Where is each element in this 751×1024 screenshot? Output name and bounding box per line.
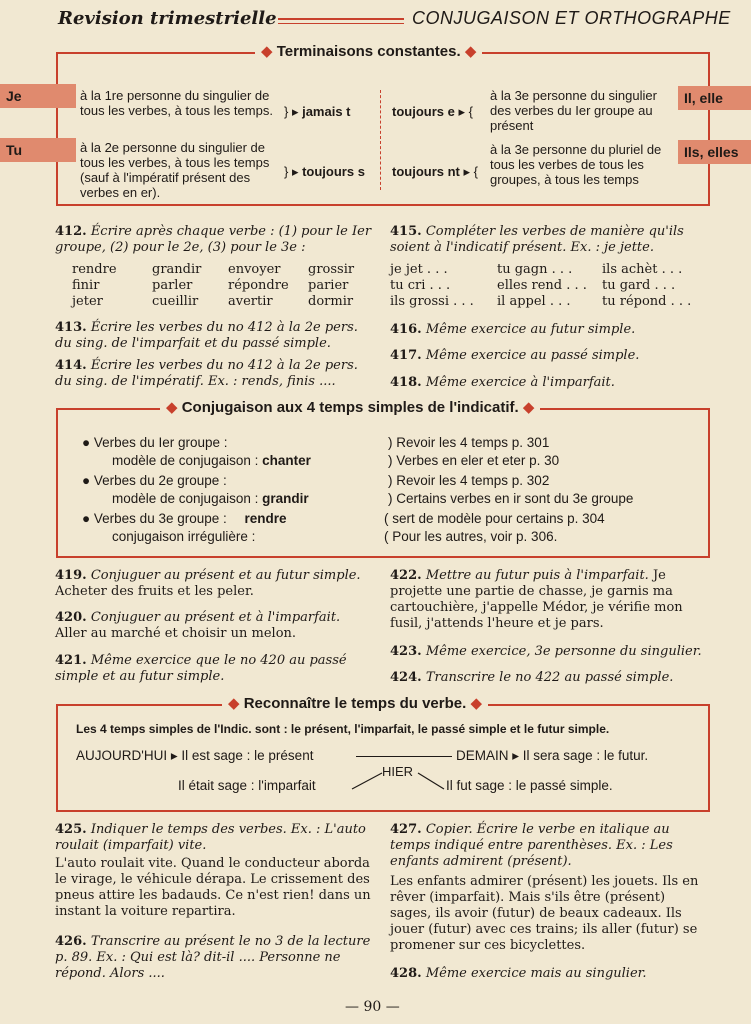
il-rule-text: à la 3e personne du singulier des verbes du Ier groupe au présent [490,88,657,133]
tab-je: Je [0,84,76,108]
exercise-412-words: rendre grandir envoyer grossir finir parler répondre parier jeter cueillir avertir dormir [72,262,355,309]
exercise-421: 421. Même exercice que le no 420 au passé simple et au futur simple. [55,653,347,684]
exercise-424: 424. Transcrire le no 422 au passé simple. [390,670,674,685]
group2-note-1: ) Revoir les 4 temps p. 302 [388,473,550,488]
tu-rule-text: à la 2e personne du singulier de tous les verbes, à tous les temps (sauf à l'impératif présent des verbes en er). [80,140,270,200]
page-number: — 90 — [345,999,400,1015]
tomorrow-sentence: DEMAIN ▸ Il sera sage : le futur. [456,748,649,763]
exercise-415: 415. Compléter les verbes de manière qu'ils soient à l'indicatif présent. Ex. : je jette. [390,224,684,255]
ils-rule-text: à la 3e personne du pluriel de tous les verbes de tous les groupes, à tous les temps [490,142,662,187]
terminaisons-separator [380,90,381,190]
terminaisons-title: ◆ Terminaisons constantes. ◆ [255,42,482,60]
exercise-428: 428. Même exercice mais au singulier. [390,966,647,981]
yesterday-label: HIER [382,764,414,779]
group2-model-label: modèle de conjugaison : grandir [112,491,309,506]
passe-sentence: Il fut sage : le passé simple. [446,778,613,793]
yesterday-branches [348,770,448,792]
group3-label: ● Verbes du 3e groupe : rendre [82,511,287,526]
conjugaison-title: ◆ Conjugaison aux 4 temps simples de l'indicatif. ◆ [160,398,540,416]
group2-note-2: ) Certains verbes en ir sont du 3e groupe [388,491,634,506]
exercise-425: 425. Indiquer le temps des verbes. Ex. : L'auto roulait (imparfait) vite. [55,822,366,853]
exercise-420: 420. Conjuguer au présent et à l'imparfait. Aller au marché et choisir un melon. [55,610,341,641]
tab-il-elle: Il, elle [678,86,751,110]
header-left-title: Revision trimestrielle [58,8,277,29]
tu-rule-result: } ▸ toujours s [284,164,365,179]
tab-tu: Tu [0,138,76,162]
header-rule [278,18,404,24]
temps-title: ◆ Reconnaître le temps du verbe. ◆ [222,694,488,712]
exercise-418: 418. Même exercice à l'imparfait. [390,375,615,390]
ils-rule-lead: toujours nt ▸ { [392,164,478,179]
group1-note-1: ) Revoir les 4 temps p. 301 [388,435,550,450]
group3-model-label: conjugaison irrégulière : [112,529,256,544]
il-rule-lead: toujours e ▸ { [392,104,473,119]
group1-label: ● Verbes du Ier groupe : [82,435,228,450]
exercise-423: 423. Même exercice, 3e personne du singulier. [390,644,702,659]
group3-note-1: ( sert de modèle pour certains p. 304 [384,511,605,526]
exercise-412: 412. Écrire après chaque verbe : (1) pour le Ier groupe, (2) pour le 2e, (3) pour le 3e : [55,224,372,255]
je-rule-text: à la 1re personne du singulier de tous les verbes, à tous les temps. [80,88,273,118]
temps-intro: Les 4 temps simples de l'Indic. sont : le présent, l'imparfait, le passé simple et le futur simple. [76,722,610,736]
group2-label: ● Verbes du 2e groupe : [82,473,227,488]
exercise-413: 413. Écrire les verbes du no 412 à la 2e pers. du sing. de l'imparfait et du passé simple. [55,320,358,351]
tab-ils-elles: Ils, elles [678,140,751,164]
today-sentence: AUJOURD'HUI ▸ Il est sage : le présent [76,748,314,763]
imparfait-sentence: Il était sage : l'imparfait [178,778,316,793]
exercise-426: 426. Transcrire au présent le no 3 de la lecture p. 89. Ex. : Qui est là? dit-il .... Personne ne répond. Alors .... [55,934,371,981]
exercise-419: 419. Conjuguer au présent et au futur simple. Acheter des fruits et les peler. [55,568,361,599]
group1-note-2: ) Verbes en eler et eter p. 30 [388,453,560,468]
exercise-414: 414. Écrire les verbes du no 412 à la 2e pers. du sing. de l'impératif. Ex. : rends, finis .... [55,358,358,389]
exercise-422: 422. Mettre au futur puis à l'imparfait. Je projette une partie de chasse, je garnis ma cartouchière, j'appelle Médor, je vérifie mon fusil, j'attends l'heure et je pars. [390,568,683,631]
exercise-416: 416. Même exercice au futur simple. [390,322,636,337]
exercise-415-words: je jet . . . tu gagn . . . ils achèt . . . tu cri . . . elles rend . . . tu gard . . . ils grossi . . . il appel . . . tu répond . . . [390,262,692,309]
exercise-427-text: Les enfants admirer (présent) les jouets. Ils en rêver (imparfait). Mais s'ils être (présent) sages, ils avoir (futur) de beaux cadeaux. Ils jouer (futur) avec ces trains; ils aller (futur) se promener sur ces bicyclettes. [390,874,699,953]
group1-model-label: modèle de conjugaison : chanter [112,453,311,468]
exercise-425-text: L'auto roulait vite. Quand le conducteur aborda le virage, le véhicule dérapa. Le crissement des pneus attire les badauds. Ce n'est rien! dans un instant la voiture repartira. [55,856,371,919]
header-right-title: CONJUGAISON ET ORTHOGRAPHE [412,8,731,28]
je-rule-result: } ▸ jamais t [284,104,351,119]
exercise-417: 417. Même exercice au passé simple. [390,348,640,363]
group3-note-2: ( Pour les autres, voir p. 306. [384,529,558,544]
timeline-line [356,756,452,757]
exercise-427: 427. Copier. Écrire le verbe en italique au temps indiqué entre parenthèses. Ex. : Les enfants admirent (présent). [390,822,673,869]
